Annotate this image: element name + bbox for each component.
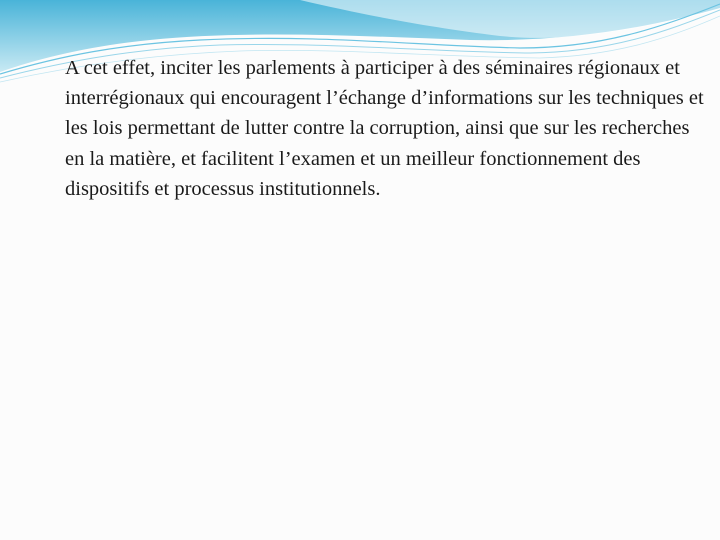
body-paragraph: A cet effet, inciter les parlements à participer à des séminaires régionaux et interrégionaux qui encouragent l’échange d’informations sur les techniques et les lois permettant de lutter contre la corruption, ainsi que sur les recherches en la matière, et facilitent l’examen et un meilleur fonctionnement des dispositifs et processus institutionnels. [65, 57, 704, 200]
